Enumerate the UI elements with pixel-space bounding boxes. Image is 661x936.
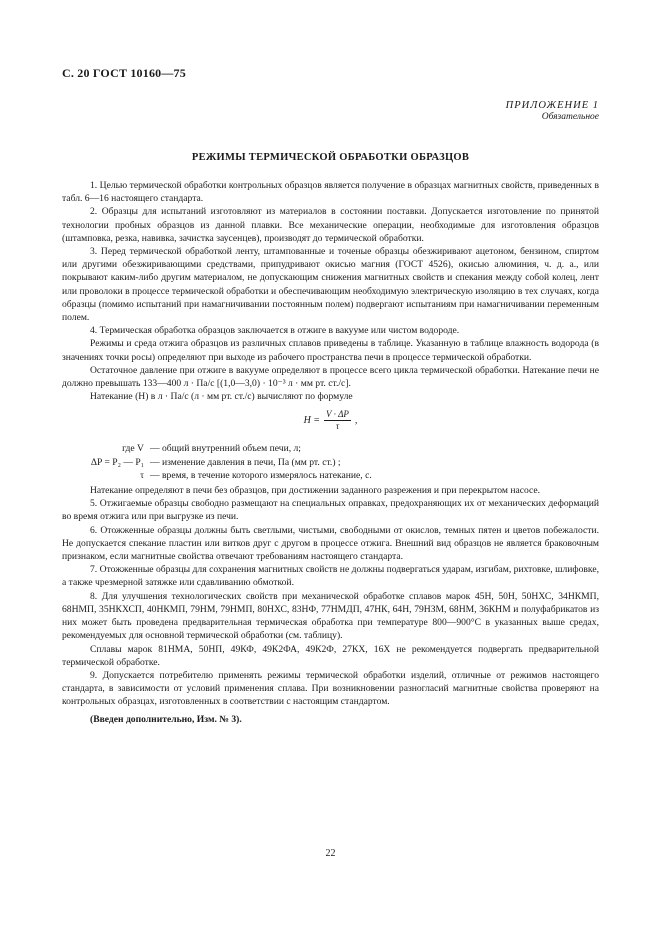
definition-row [62, 456, 599, 469]
definition-row [62, 442, 599, 455]
appendix-status: Обязательное [541, 112, 599, 122]
definition-symbol: где V [122, 443, 144, 455]
definition-symbol: τ [140, 469, 144, 481]
document-body [62, 179, 599, 726]
appendix-block [506, 100, 599, 122]
formula-numerator: V · ΔP [326, 409, 349, 420]
paragraph: 3. Перед термической обработкой ленту, штампованные и точеные образцы обезжиривают ацетоном, бензином, спиртом или другими обезжиривающими средствами, припудривают окисью магния (ГОСТ 4526), окисью алюминия, ч. д. а., или покрывают каким-либо другим материалом, не допускающим снижения магнитных свойств и спекания между собой колец, лент или проволоки в процессе термической обработки и обеспечивающим необходимую электрическую изоляцию в тех случаях, когда образцы (помимо испытаний при намагничивании постоянным полем) подвергают испытаниям при намагничивании переменным полем. [62, 246, 599, 324]
formula-tail: , [354, 415, 358, 427]
paragraph: 8. Для улучшения технологических свойств при механической обработке сплавов марок 45Н, 50Н, 50НХС, 34НКМП, 68НМП, 35НКХСП, 40НКМП, 79НМ, 79НМП, 80НХС, 83НФ, 77НМДП, 47НК, 64Н, 79НЗМ, 68НМ, 36КНМ и полуфабрикатов из них может быть проведена предварительная термическая обработка при температуре 800—900°С в указанных выше средах, рекомендуемых для основной термической обработки (см. таблицу). [62, 590, 599, 642]
paragraph: Режимы и среда отжига образцов из различных сплавов приведены в таблице. Указанную в таблице влажность водорода (в значениях точки росы) определяют при выходе из рабочего пространства печи в процессе термической обработки. [62, 338, 599, 363]
paragraph: 1. Целью термической обработки контрольных образцов является получение в образцах магнитных свойств, приведенных в табл. 6—16 настоящего стандарта. [62, 180, 599, 205]
paragraph: Натекание (Н) в л · Па/с (л · мм рт. ст./с) вычисляют по формуле [90, 391, 353, 403]
paragraph: Остаточное давление при отжиге в вакууме определяют в процессе всего цикла термической обработки. Натекание печи не должно превышать 133—400 л · Па/с [(1,0—3,0) · 10⁻³ л · мм рт. ст./с]. [62, 364, 599, 390]
amendment-note: (Введен дополнительно, Изм. № 3). [90, 713, 242, 725]
paragraph: Сплавы марок 81НМА, 50НП, 49КФ, 49К2ФА, 49К2Ф, 27КХ, 16Х не рекомендуется подвергать предварительной термической обработке. [62, 643, 599, 668]
paragraph: 4. Термическая обработка образцов заключается в отжиге в вакууме или чистом водороде. [90, 325, 460, 337]
paragraph: 7. Отожженные образцы для сохранения магнитных свойств не должны подвергаться ударам, изгибам, рихтовке, шлифовке, а также чрезмерной затяжке или сдавливанию обмоткой. [62, 564, 599, 589]
paragraph: 6. Отожженные образцы должны быть светлыми, чистыми, свободными от окислов, темных пятен и цветов побежалости. Не допускается спекание пластин или витков друг с другом в процессе отжига. Внешний вид образцов не является браковочным признаком, если магнитные свойства отвечают требованиям настоящего стандарта. [62, 524, 599, 563]
definition-text: — общий внутренний объем печи, л; [150, 443, 301, 455]
paragraph: Натекание определяют в печи без образцов, при достижении заданного разрежения и при перекрытом насосе. [90, 485, 541, 497]
leak-rate-formula [62, 409, 599, 432]
paragraph: 9. Допускается потребителю применять режимы термической обработки изделий, отличные от режимов настоящего стандарта, в зависимости от условий применения сплава. При возникновении разногласий магнитные свойства проверяют на контрольных образцах, изготовленных в соответствии с настоящим стандартом. [62, 669, 599, 708]
definition-text: — изменение давления в печи, Па (мм рт. ст.) ; [150, 456, 341, 468]
formula-lhs: H = [303, 415, 321, 427]
formula-definitions [62, 442, 599, 482]
definition-text: — время, в течение которого измерялось натекание, с. [150, 469, 372, 481]
formula-denominator: τ [335, 421, 340, 432]
page-number: 22 [325, 848, 336, 859]
definition-symbol: ΔP = P₂ — P₁ [90, 456, 144, 468]
appendix-label: ПРИЛОЖЕНИЕ 1 [505, 100, 599, 111]
paragraph: 2. Образцы для испытаний изготовляют из материалов в состоянии поставки. Допускается изготовление по принятой технологии пробных образцов из данной плавки. Все механические операции, необходимые для изготовления образцов (штамповка, резка, навивка, зачистка заусенцев), производят до термической обработки. [62, 206, 599, 244]
section-title: РЕЖИМЫ ТЕРМИЧЕСКОЙ ОБРАБОТКИ ОБРАЗЦОВ [191, 152, 470, 163]
definition-row [62, 469, 599, 482]
document-header: С. 20 ГОСТ 10160—75 [62, 66, 186, 80]
paragraph: 5. Отжигаемые образцы свободно размещают на специальных оправках, предохраняющих их от механических деформаций во время отжига или при выгрузке из печи. [62, 498, 599, 523]
formula-fraction [324, 409, 351, 432]
